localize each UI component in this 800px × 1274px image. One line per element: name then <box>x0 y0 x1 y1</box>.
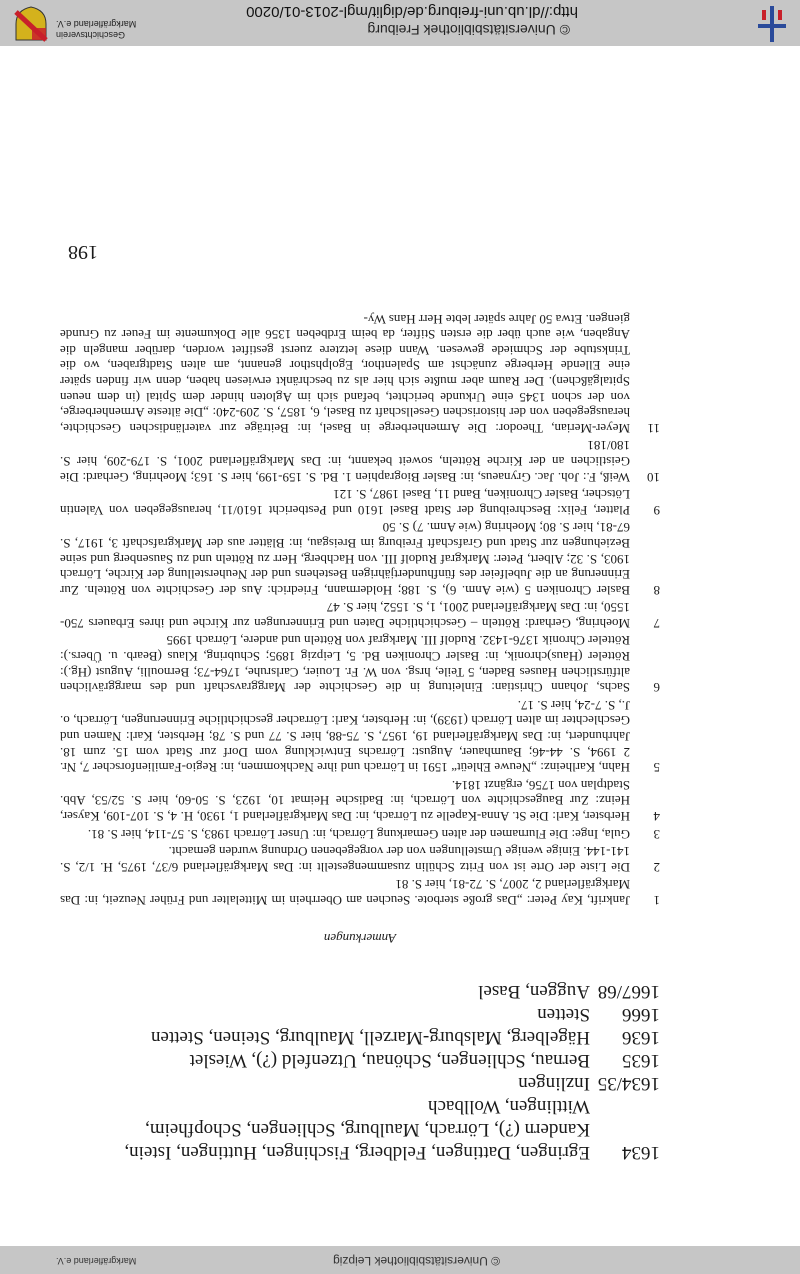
note-text: Meyer-Merian, Theodor: Die Armenherberge in Basel, in: Beiträge zur vaterländischen Geschichte, herausgegeben von der historischen Gesellschaft zu Basel, 6, 1857, S. 209-240: „Die älteste Armenherberge, von der schon 1345 eine Urkunde berichtet, befand sich im Agloten hinder dem Spital (in dem neuen Spitalgäßchen). Der Raum aber mußte sich hier als zu beschränkt erwiesen haben, denn wir finden später eine Ellende Herberge zunächst am Spalenthor, Egolphsthor genannt, am alten Stadtgraben, wo die Trinkstube der Schmiede gewesen. Wann diese letztere zuerst gestiftet worden, darüber mangeln die Angaben, wie auch über die ersten Stifter, da beim Erdbeben 1356 alle Dokumente im Feuer zu Grunde giengen. Etwa 50 Jahre später lebte Herr Hans Wy- <box>60 311 630 436</box>
note-text: Hahn, Karlheinz: „Neuwe Ehleüt“ 1591 in Lörrach und ihre Nachkommen, in: Regio-Familienforscher 7, Nr. 2 1994, S. 44-46; Baumhauer, August: Lörrachs Entwicklung vom Dorf zur Stadt vom 15. zum 18. Jahrhundert, in: Das Markgräflerland 19, 1957, S. 75-88, hier S. 77 und S. 78; Herbster, Karl: Namen und Geschlechter im alten Lörrach (1939), in: Herbster, Karl: Lörracher geschichtliche Erinnerungen, Lörrach, o. J., S. 7-24, hier S. 17. <box>60 697 630 776</box>
year-row <box>120 980 660 1003</box>
note-text: Basler Chroniken 5 (wie Anm. 6), S. 188; Holdermann, Friedrich: Aus der Geschichte von Rötteln. Zur Erinnerung an die Jubelfeier des fünfhundertjährigen Bestehens und der Neuherstellung der Kirche, Lörrach 1903, S. 32; Albert, Peter: Markgraf Rudolf III. von Hachberg, Herr zu Rötteln und zu Sausenberg und seine Beziehungen zur Stadt und Grafschaft Freiburg im Breisgau, in: Blätter aus der Markgrafschaft 3, 1917, S. 67-81, hier S. 80; Moehring (wie Anm. 7) S. 50 <box>60 520 630 598</box>
note-text: Weiß, F.: Joh. Jac. Grynaeus, in: Basler Biographien 1. Bd. S. 159-199, hier S. 163; Moehring, Gerhard: Die Geistlichen an der Kirche Rötteln, soweit bekannt, in: Das Markgräflerland 2001, S. 179-209, hier S. 180/181 <box>60 438 630 485</box>
places-cell: Bernau, Schliengen, Schönau, Utzenfeld (?), Wieslet <box>189 1050 590 1071</box>
society-line-2: Markgräflerland e.V. <box>56 19 137 29</box>
note-number: 3 <box>653 826 660 842</box>
note-item <box>60 777 660 824</box>
note-text: Jankrift, Kay Peter: „Das große sterbote. Seuchen am Oberrhein im Mittelalter und Früher Neuzeit, in: Das Markgräflerland 2, 2007, S. 72-81, hier S. 81 <box>60 877 630 908</box>
year-row <box>120 1026 660 1049</box>
notes-list <box>60 311 660 908</box>
places-cell: Inzlingen <box>518 1073 590 1094</box>
note-item <box>60 487 660 518</box>
society-label <box>56 18 136 40</box>
note-item <box>60 633 660 695</box>
year-cell: 1636 <box>622 1027 660 1048</box>
permalink-url[interactable]: http://dl.ub.uni-freiburg.de/diglit/mgl-2013-01/0200 <box>246 3 578 20</box>
note-text: Herbster, Karl: Die St. Anna-Kapelle zu Lörrach, in: Das Markgräflerland 1, 1930, H. 4, S. 107-109, Kayser, Heinz: Zur Baugeschichte von Lörrach, in: Badische Heimat 10, 1923, S. 50-60, hier S. 52/53, Abb. Stadtplan von 1756, ergänzt 1814. <box>60 777 630 825</box>
notes-heading: Anmerkungen <box>323 931 397 946</box>
note-text: Die Liste der Orte ist von Fritz Schülin zusammengestellt in: Das Markgräflerland 6/37, 1975, H. 1/2, S. 141-144. Einige wenige Umstellungen von der vorgegebenen Ordnung wurden gemacht. <box>60 844 630 875</box>
top-bar-label: © Universitätsbibliothek Leipzig <box>333 1254 500 1268</box>
note-item <box>60 520 660 598</box>
year-row <box>120 1095 660 1164</box>
places-cell: Auggen, Basel <box>478 981 590 1002</box>
coat-of-arms-icon[interactable] <box>14 6 48 42</box>
year-cell: 1634 <box>622 1142 660 1163</box>
note-text: Sachs, Johann Christian: Einleitung in die Geschichte der Marggravschaft und des marggrävlichen altfürstlichen Hauses Baden, 5 Teile, hrsg. von W. Fr. Louier, Carlsruhe, 1764-73; Bernoulli, August (Hg.): Rötteler (Haus)chronik, in: Basler Chroniken Bd. 5, Leipzig 1895; Schubring, Klaus (Bearb. u. Übers.): Rötteler Chronik 1376-1432. Rudolf III. Markgraf von Rötteln und andere, Lörrach 1995 <box>60 633 630 696</box>
places-cell: Stetten <box>537 1004 590 1025</box>
note-text: Platter, Felix: Beschreibung der Stadt Basel 1610 und Pestbericht 1610/11, herausgegeben von Valentin Lötscher, Basler Chroniken, Band 11, Basel 1987, S. 121 <box>60 487 630 518</box>
note-item <box>60 311 660 436</box>
note-item <box>60 844 660 875</box>
note-number: 7 <box>653 615 660 631</box>
places-cell: Hägelberg, Malsburg-Marzell, Maulburg, Steinen, Stetten <box>150 1027 590 1048</box>
note-number: 10 <box>647 469 660 485</box>
note-item <box>60 438 660 485</box>
note-item <box>60 697 660 775</box>
note-item <box>60 600 660 631</box>
note-item <box>60 826 660 842</box>
year-row <box>120 1049 660 1072</box>
bottom-bar <box>0 0 800 46</box>
document-page <box>60 240 660 1164</box>
note-number: 11 <box>647 420 660 436</box>
note-number: 8 <box>653 582 660 598</box>
note-number: 1 <box>653 893 660 908</box>
note-number: 5 <box>653 760 660 776</box>
note-number: 4 <box>653 809 660 825</box>
note-text: Moehring, Gerhard: Rötteln – Geschichtliche Daten und Erinnerungen zur Kirche und ihres Erbauers 750-1550, in: Das Markgräflerland 2001, 1, S. 1552, hier S. 47 <box>60 600 630 631</box>
note-text: Gula, Inge: Die Flurnamen der alten Gemarkung Lörrach, in: Unser Lörrach 1983, S. 57-114, hier S. 81. <box>87 826 630 842</box>
year-cell: 1635 <box>622 1050 660 1071</box>
year-cell: 1667/68 <box>597 981 660 1002</box>
top-bar <box>0 1246 800 1274</box>
places-cell: Egringen, Dattingen, Feldberg, Fischingen, Huttingen, Istein, Kandern (?), Lörrach, Maulburg, Schliengen, Schopfheim, Wittlingen, Wollbach <box>124 1096 590 1163</box>
year-cell: 1634/35 <box>597 1073 660 1094</box>
year-cell: 1666 <box>622 1004 660 1025</box>
copyright-text: © Universitätsbibliothek Freiburg <box>367 22 570 38</box>
note-item <box>60 877 660 908</box>
society-line-1: Geschichtsverein <box>56 30 126 40</box>
top-bar-society: Markgräflerland e.V. <box>56 1256 137 1266</box>
note-number: 9 <box>653 502 660 518</box>
year-table <box>120 980 660 1164</box>
page-number: 198 <box>68 241 98 264</box>
year-row <box>120 1003 660 1026</box>
university-logo-icon[interactable] <box>758 6 786 42</box>
year-row <box>120 1072 660 1095</box>
note-number: 2 <box>653 859 660 875</box>
note-number: 6 <box>653 680 660 696</box>
